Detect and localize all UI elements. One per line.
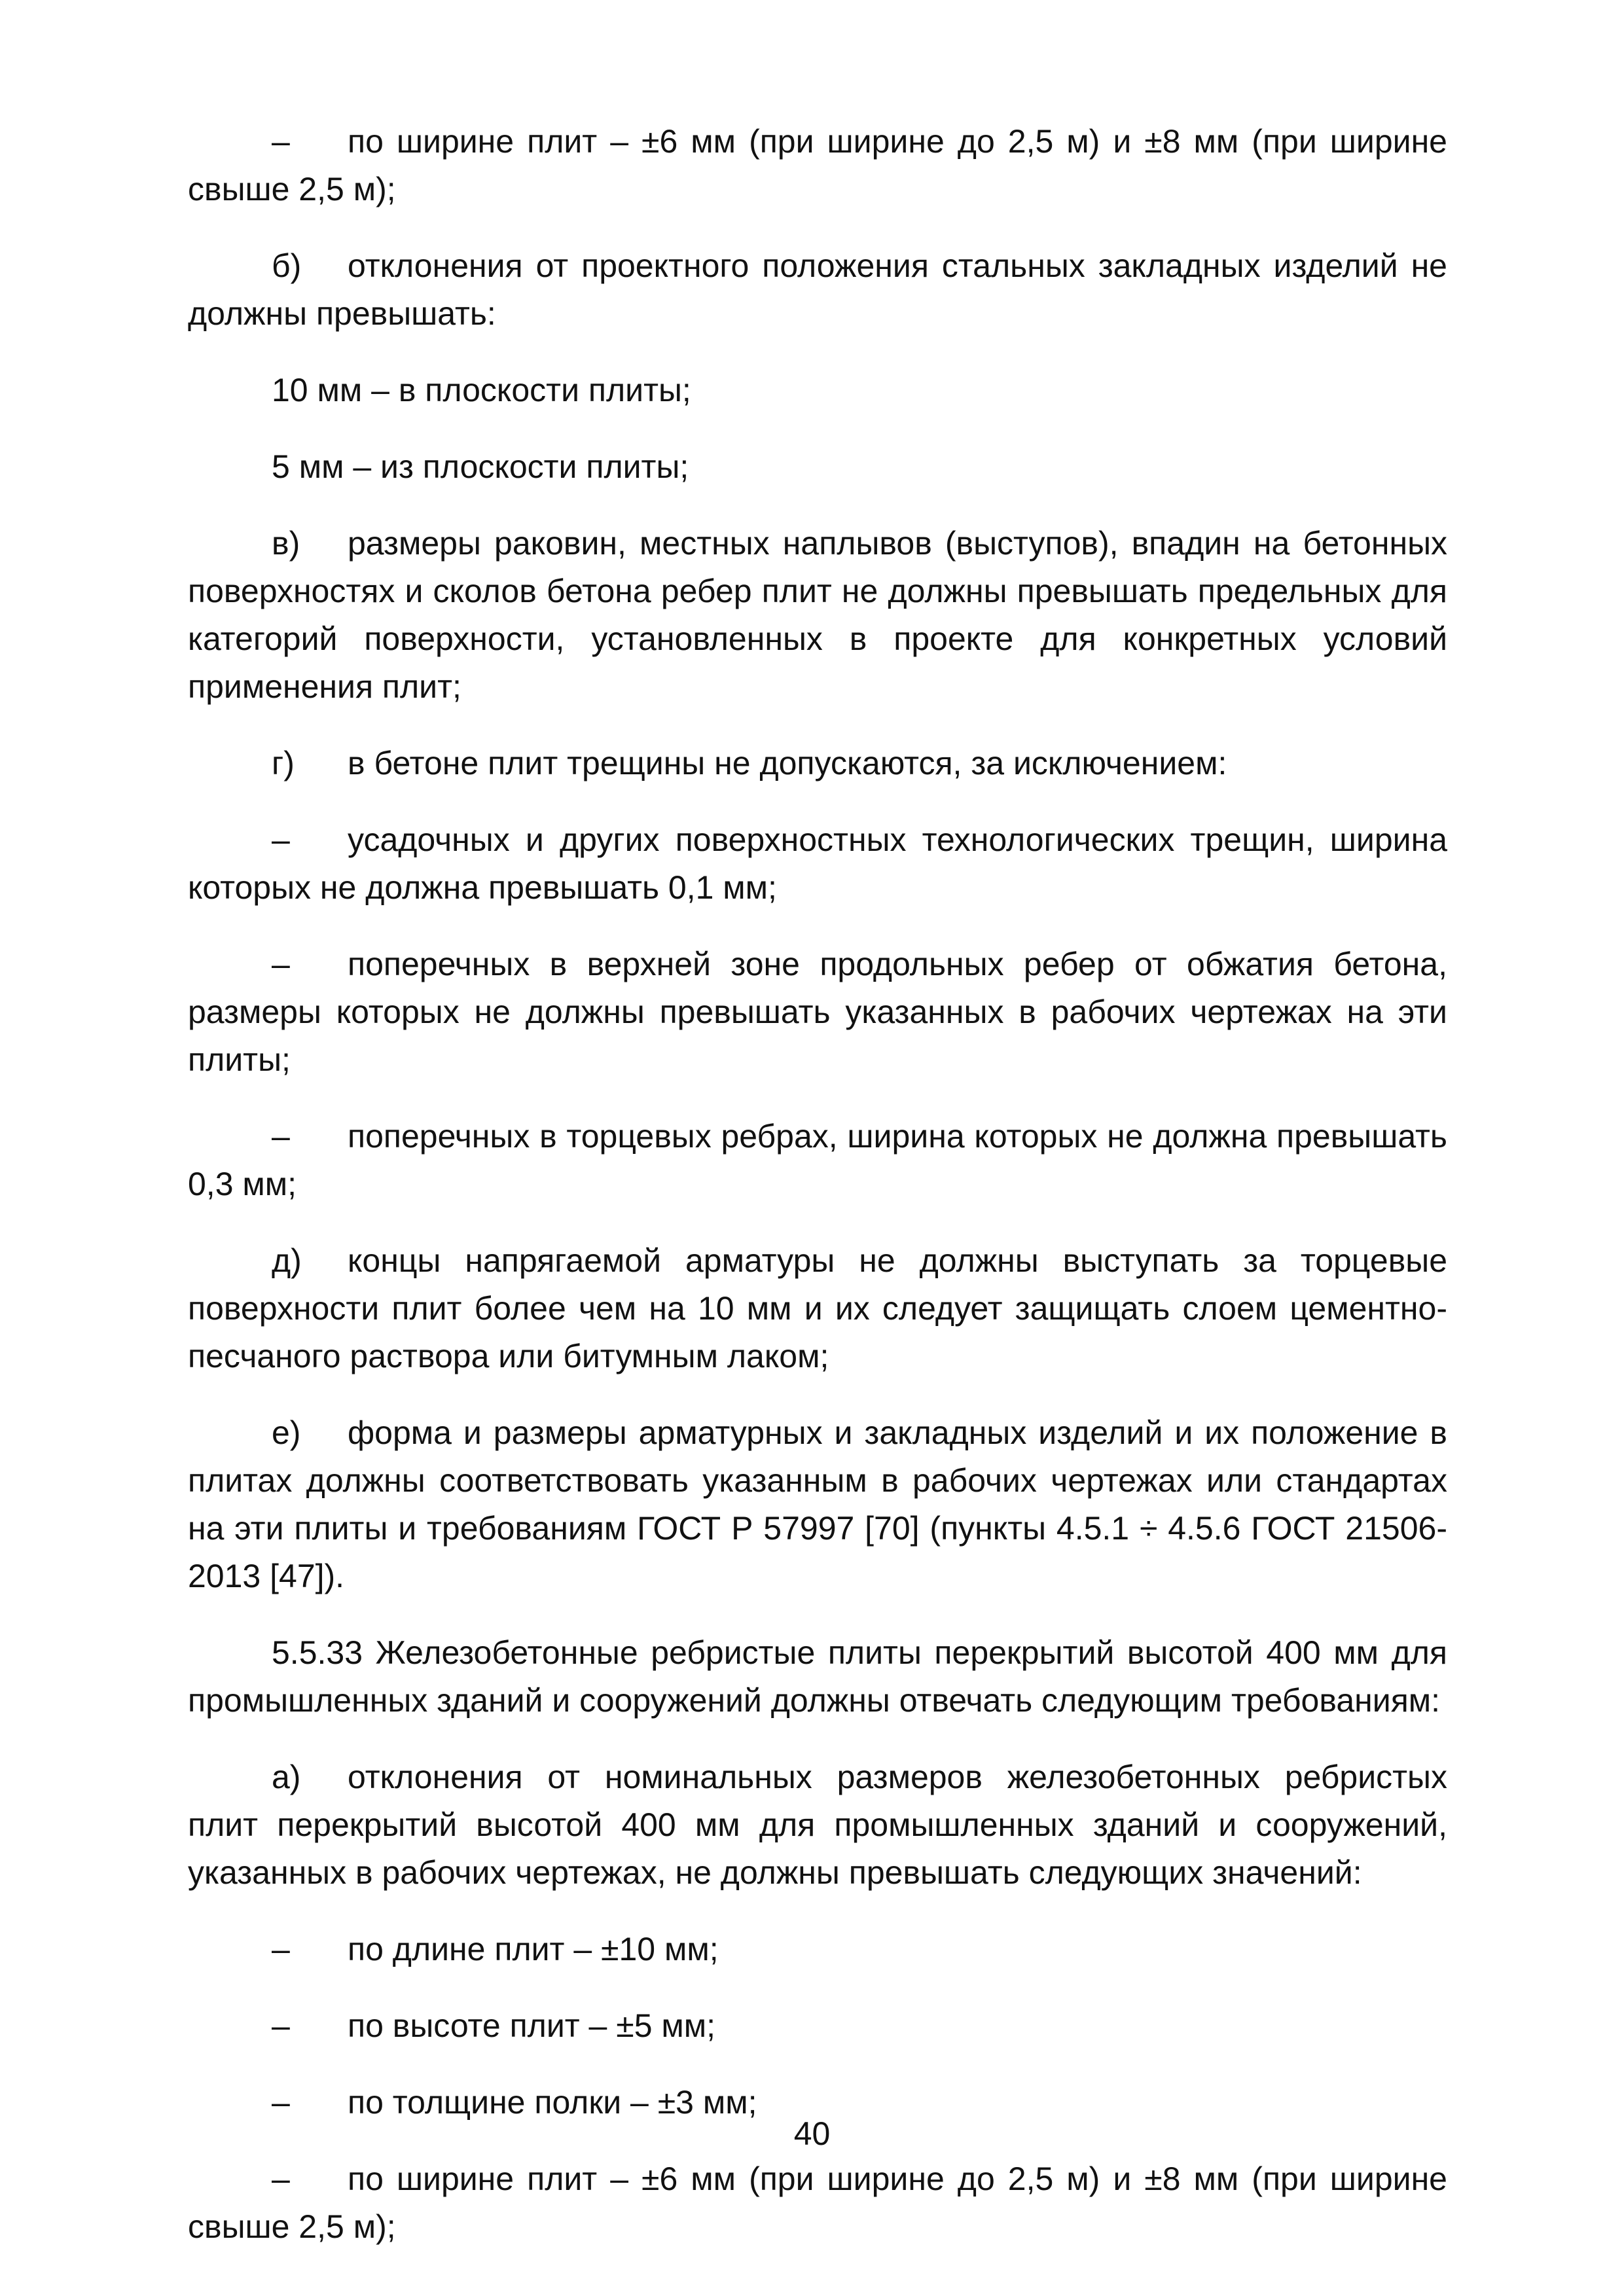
paragraph-text: концы напрягаемой арматуры не должны выступать за торцевые поверхности плит более чем на 10 мм и их следует защищать слоем цементно-песчаного раствора или битумным лаком; xyxy=(188,1242,1447,1374)
list-dash: – xyxy=(272,1931,290,1967)
paragraph-out-of-plane xyxy=(188,443,1447,491)
list-dash: – xyxy=(272,2084,290,2121)
paragraph-text: по ширине плит – ±6 мм (при ширине до 2,5 м) и ±8 мм (при ширине свыше 2,5 м); xyxy=(188,2161,1447,2245)
paragraph-v xyxy=(188,520,1447,711)
paragraph-text: по высоте плит – ±5 мм; xyxy=(348,2007,716,2044)
paragraph-text: размеры раковин, местных наплывов (выступов), впадин на бетонных поверхностях и сколов бетона ребер плит не должны превышать предельных для категорий поверхности, установленных в проекте для конкретных условий применения плит; xyxy=(188,525,1447,705)
paragraph-dash-width-2 xyxy=(188,2155,1447,2251)
paragraph-text: по ширине плит – ±6 мм (при ширине до 2,5 м) и ±8 мм (при ширине свыше 2,5 м); xyxy=(188,123,1447,207)
list-letter: д) xyxy=(272,1242,302,1279)
paragraph-text: усадочных и других поверхностных технологических трещин, ширина которых не должна превышать 0,1 мм; xyxy=(188,821,1447,906)
paragraph-text: в бетоне плит трещины не допускаются, за исключением: xyxy=(348,745,1227,781)
paragraph-dash-length xyxy=(188,1926,1447,1973)
paragraph-in-plane xyxy=(188,367,1447,414)
document-body xyxy=(188,118,1447,2280)
paragraph-e xyxy=(188,1409,1447,1600)
list-letter: в) xyxy=(272,525,300,562)
paragraph-d xyxy=(188,1237,1447,1380)
paragraph-text: поперечных в верхней зоне продольных ребер от обжатия бетона, размеры которых не должны превышать указанных в рабочих чертежах на эти плиты; xyxy=(188,946,1447,1078)
list-letter: е) xyxy=(272,1414,301,1451)
paragraph-text: 5 мм – из плоскости плиты; xyxy=(272,448,689,485)
paragraph-text: отклонения от номинальных размеров железобетонных ребристых плит перекрытий высотой 400 мм для промышленных зданий и сооружений, указанных в рабочих чертежах, не должны превышать следующих значений: xyxy=(188,1759,1447,1891)
paragraph-dash-shrinkage xyxy=(188,816,1447,912)
paragraph-section-5-5-33 xyxy=(188,1629,1447,1725)
paragraph-a xyxy=(188,1753,1447,1897)
list-letter: а) xyxy=(272,1759,301,1795)
list-dash: – xyxy=(272,2161,290,2197)
paragraph-dash-transverse-end xyxy=(188,1113,1447,1208)
paragraph-dash-transverse-top xyxy=(188,941,1447,1084)
paragraph-text: отклонения от проектного положения стальных закладных изделий не должны превышать: xyxy=(188,247,1447,332)
paragraph-dash-height xyxy=(188,2002,1447,2050)
page-number: 40 xyxy=(793,2115,831,2152)
list-dash: – xyxy=(272,946,290,982)
list-dash: – xyxy=(272,123,290,160)
paragraph-text: по длине плит – ±10 мм; xyxy=(348,1931,719,1967)
list-dash: – xyxy=(272,1118,290,1155)
list-letter: г) xyxy=(272,745,295,781)
paragraph-text: по толщине полки – ±3 мм; xyxy=(348,2084,757,2121)
paragraph-text: поперечных в торцевых ребрах, ширина которых не должна превышать 0,3 мм; xyxy=(188,1118,1447,1202)
paragraph-b xyxy=(188,242,1447,338)
paragraph-text: 10 мм – в плоскости плиты; xyxy=(272,372,691,408)
list-letter: б) xyxy=(272,247,302,284)
list-dash: – xyxy=(272,821,290,858)
paragraph-dash-width xyxy=(188,118,1447,213)
paragraph-text: форма и размеры арматурных и закладных изделий и их положение в плитах должны соответствовать указанным в рабочих чертежах или стандартах на эти плиты и требованиям ГОСТ Р 57997 [70] (пункты 4.5.1 ÷ 4.5.6 ГОСТ 21506-2013 [47]). xyxy=(188,1414,1447,1594)
list-dash: – xyxy=(272,2007,290,2044)
section-text: 5.5.33 Железобетонные ребристые плиты перекрытий высотой 400 мм для промышленных зданий и сооружений должны отвечать следующим требованиям: xyxy=(188,1634,1447,1719)
paragraph-g xyxy=(188,740,1447,787)
